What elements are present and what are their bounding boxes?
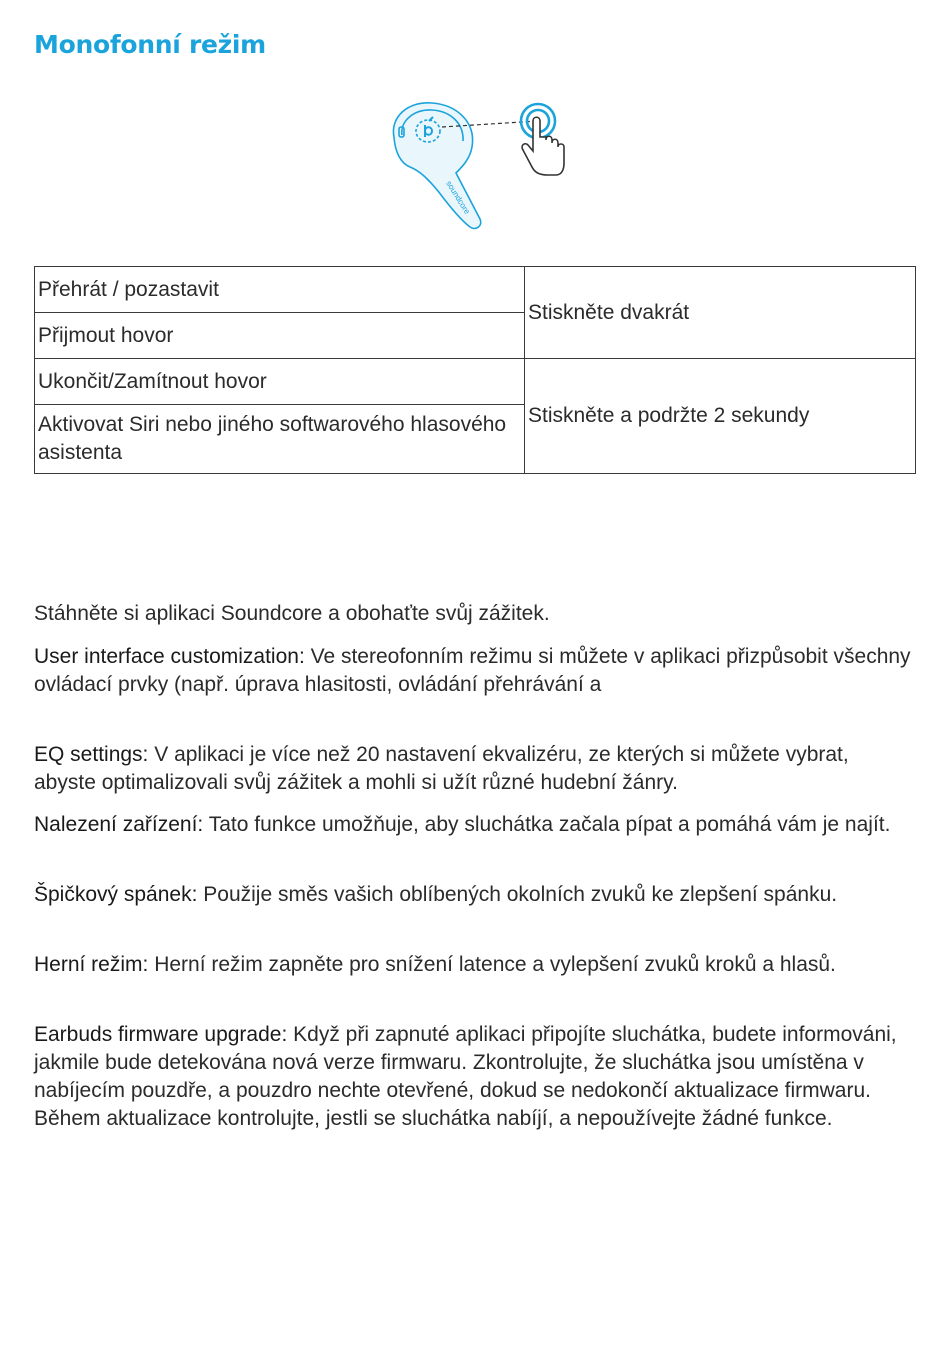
table-cell-action: Aktivovat Siri nebo jiného softwarového hlasového asistenta <box>35 405 525 474</box>
feature-text: Když při zapnuté aplikaci připojíte sluchátka, budete informováni, jakmile bude detekována nová verze firmwaru. Zkontrolujte, že sluchátka jsou umístěna v nabíjecím pouzdře, a pouzdro nechte otevřené, dokud se nedokončí aktualizace firmwaru. Během aktualizace kontrolujte, jestli se sluchátka nabíjí, a nepoužívejte žádné funkce. <box>34 1023 897 1130</box>
feature-text: V aplikaci je více než 20 nastavení ekvalizéru, ze kterých si můžete vybrat, abyste optimalizovali svůj zážitek a mohli si užít různé hudební žánry. <box>34 743 849 794</box>
feature-eq-settings <box>34 741 914 797</box>
feature-text: Tato funkce umožňuje, aby sluchátka začala pípat a pomáhá vám je najít. <box>203 813 891 836</box>
controls-table <box>34 266 916 474</box>
feature-label: Earbuds firmware upgrade: <box>34 1023 288 1046</box>
earbud-tap-illustration <box>380 95 580 235</box>
table-cell-action: Přijmout hovor <box>35 313 525 359</box>
feature-text: Herní režim zapněte pro snížení latence a vylepšení zvuků kroků a hlasů. <box>148 953 836 976</box>
feature-find-device <box>34 811 914 839</box>
feature-sleep <box>34 881 914 909</box>
page-title: Monofonní režim <box>34 30 266 59</box>
feature-firmware-upgrade <box>34 1021 914 1133</box>
table-cell-action: Přehrát / pozastavit <box>35 267 525 313</box>
feature-game-mode <box>34 951 914 979</box>
soundcore-logo: soundcore <box>444 179 472 216</box>
feature-label: User interface customization: <box>34 645 305 668</box>
table-cell-gesture: Stiskněte dvakrát <box>525 267 916 359</box>
feature-label: Špičkový spánek: <box>34 883 198 906</box>
feature-label: Nalezení zařízení: <box>34 813 204 836</box>
tap-hand-icon <box>521 104 564 175</box>
table-row <box>35 359 916 405</box>
feature-text: Použije směs vašich oblíbených okolních zvuků ke zlepšení spánku. <box>197 883 838 906</box>
app-intro-text: Stáhněte si aplikaci Soundcore a obohaťte svůj zážitek. <box>34 602 550 625</box>
feature-ui-customization <box>34 643 914 699</box>
feature-label: Herní režim: <box>34 953 149 976</box>
table-row <box>35 267 916 313</box>
table-cell-gesture: Stiskněte a podržte 2 sekundy <box>525 359 916 474</box>
feature-text: Ve stereofonním režimu si můžete v aplikaci přizpůsobit všechny ovládací prvky (např. úprava hlasitosti, ovládání přehrávání a <box>34 645 911 696</box>
feature-label: EQ settings: <box>34 743 149 766</box>
table-cell-action: Ukončit/Zamítnout hovor <box>35 359 525 405</box>
